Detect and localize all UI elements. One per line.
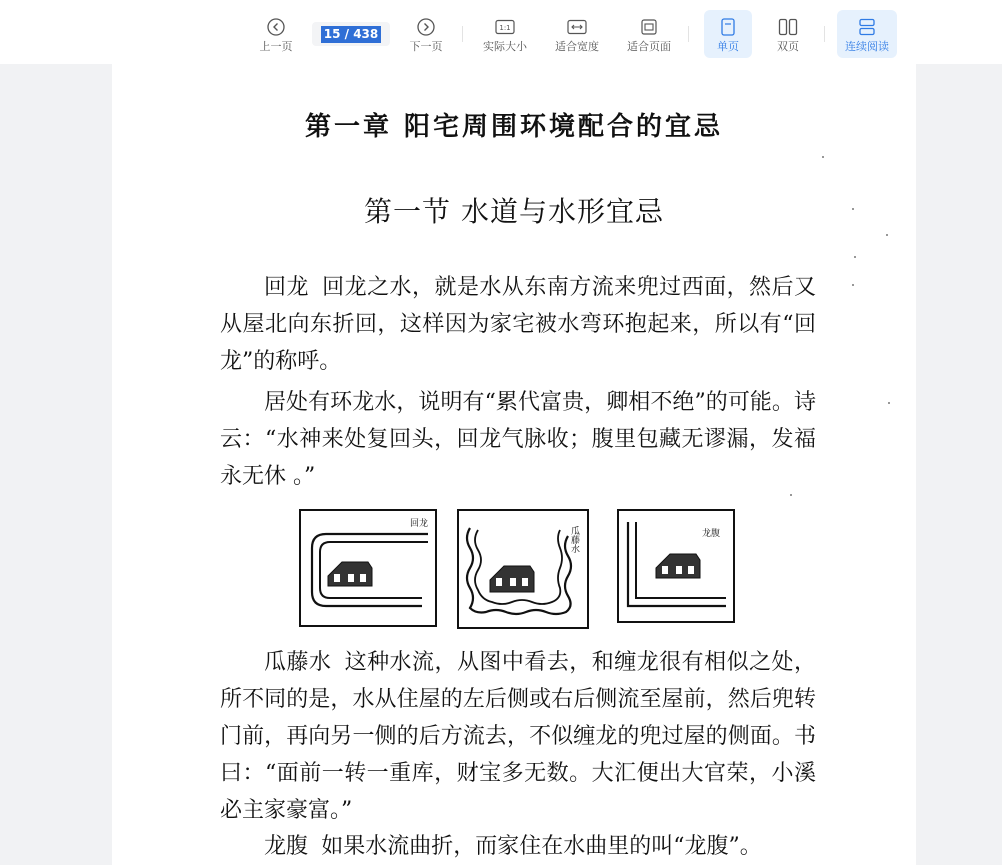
svg-text:回龙: 回龙 [410,519,429,529]
toolbar-divider [824,26,825,42]
page-indicator: 15 / 438 [321,26,382,43]
paragraph-text: 回龙之水，就是水从东南方流来兜过西面，然后又从屋北向东折回，这样因为家宅被水弯环抱起来，所以有“回龙”的称呼。 [220,275,816,374]
toolbar-divider [462,26,463,42]
fit-width-icon [567,17,587,37]
scan-speck [822,156,824,158]
next-page-label: 下一页 [409,40,443,53]
water-shape-figures [298,508,738,632]
toolbar-divider [688,26,689,42]
fit-page-label: 适合页面 [627,40,671,53]
paragraph-text: 如果水流曲折，而家住在水曲里的叫“龙腹”。 [321,834,762,859]
fit-width-label: 适合宽度 [555,40,599,53]
scan-speck [886,234,888,236]
section-title: 第一节 水道与水形宜忌 [364,195,664,228]
paragraph [220,269,816,380]
paragraph [220,384,816,495]
arrow-right-circle-icon [416,17,436,37]
fit-page-icon [639,17,659,37]
scan-speck [852,208,854,210]
double-page-label: 双页 [777,40,799,53]
single-page-button[interactable] [704,10,752,58]
continuous-icon [857,17,877,37]
paragraph-term: 龙腹 [264,834,309,859]
figure-long-fu [618,510,734,622]
single-page-icon [718,17,738,37]
paragraph-term: 瓜藤水 [264,650,332,675]
actual-size-button[interactable] [478,10,532,58]
paragraph-text: 居处有环龙水，说明有“累代富贵，卿相不绝”的可能。诗云：“水神来处复回头，回龙气脉收；腹里包藏无谬漏，发福永无休 。” [220,390,816,489]
paragraph-term: 回龙 [264,275,309,300]
double-page-button[interactable] [764,10,812,58]
arrow-left-circle-icon [266,17,286,37]
reader-toolbar [0,0,1002,64]
document-page [112,64,916,865]
continuous-label: 连续阅读 [845,40,889,53]
actual-size-icon [495,17,515,37]
prev-page-label: 上一页 [259,40,293,53]
paragraph [220,828,816,865]
scan-speck [854,256,856,258]
svg-text:1:1: 1:1 [499,24,511,32]
scan-speck [888,402,890,404]
paragraph [220,644,816,829]
page-number-input[interactable] [312,22,390,46]
paragraph-text: 这种水流，从图中看去，和缠龙很有相似之处，所不同的是，水从住屋的左后侧或右后侧流至屋前，然后兜转门前，再向另一侧的后方流去，不似缠龙的兜过屋的侧面。书曰：“面前一转一重库，财宝多无数。大汇便出大官荣，小溪必主家豪富。” [220,650,816,823]
figure-hui-long [300,510,436,626]
continuous-reading-button[interactable] [837,10,897,58]
chapter-title: 第一章 阳宅周围环境配合的宜忌 [304,112,724,142]
fit-page-button[interactable] [622,10,676,58]
vertical-scrollbar[interactable] [994,64,1002,865]
fit-width-button[interactable] [550,10,604,58]
next-page-button[interactable] [402,10,450,58]
scan-speck [790,494,792,496]
figure-gua-teng-shui [458,510,588,628]
svg-text:龙腹: 龙腹 [702,529,721,539]
double-page-icon [778,17,798,37]
single-page-label: 单页 [717,40,739,53]
scan-speck [852,284,854,286]
svg-text:瓜藤水: 瓜藤水 [569,526,579,553]
prev-page-button[interactable] [252,10,300,58]
actual-size-label: 实际大小 [483,40,527,53]
